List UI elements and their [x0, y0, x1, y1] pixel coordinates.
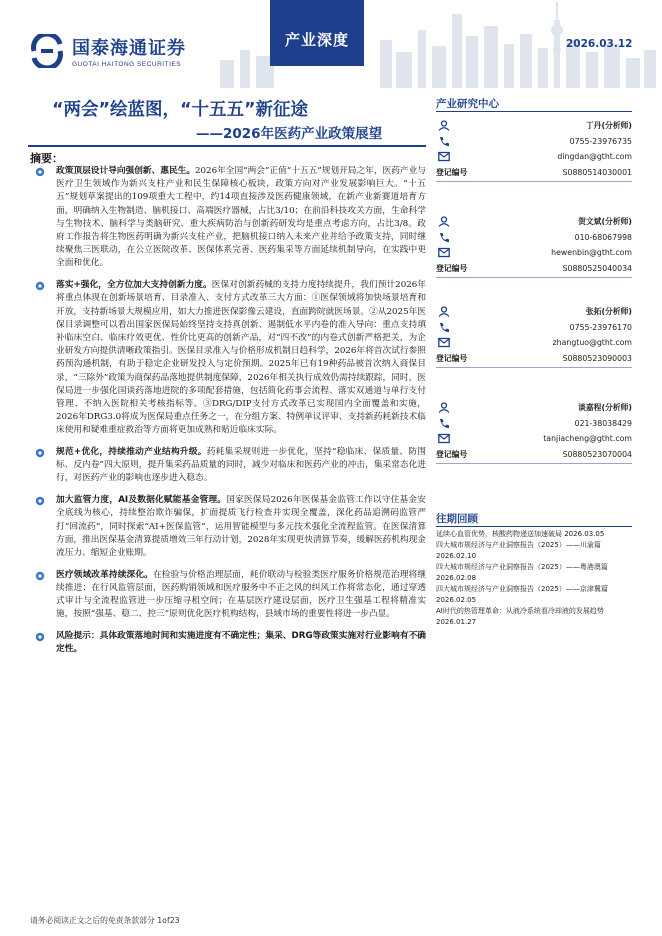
past-reviews-title: 往期回顾: [436, 513, 478, 525]
registration-label: 登记编号: [436, 353, 468, 363]
page-footer: 请务必阅读正文之后的免责条款部分 1of23: [30, 916, 180, 925]
past-reviews-list: [436, 529, 632, 628]
analyst-email[interactable]: hewenbin@gtht.com: [551, 248, 632, 257]
abstract-paragraph: [34, 165, 426, 271]
past-review-item[interactable]: 四大城市规经济与产业洞察报告（2025）——京津冀篇 2026.02.05: [436, 585, 608, 604]
past-review-item[interactable]: 四大城市规经济与产业洞察报告（2025）——粤港澳篇 2026.02.08: [436, 563, 608, 582]
report-category-banner: [270, 0, 364, 66]
analyst-divider: [436, 277, 632, 278]
paragraph-text: 2026年全国“两会”正值“十五五”规划开局之年，医药产业与医疗卫生领域作为新兴支柱产业和民生保障核心板块，政策方向对产业发展影响巨大。“十五五”规划草案提出的109项重大工程中，约14项直接涉及医药健康领域，在新产业新赛道培育方面，明确纳入生物制造、脑机接口、高端医疗器械，占比3/10；在前沿科技攻关方面，生命科学与生物技术、脑科学与类脑研究、重大疾病防治与创新药研发均是重点考虑方向，占比3/8。政府工作报告将生物医药明确为新兴支柱产业，把脑机接口纳入未来产业并给予政策支持，同时继续聚焦三医联动，在公立医院改革、医保体系完善、医药集采等方面延续机制导向，在实践中更全面和优化。: [56, 166, 426, 269]
analyst-name: 丁丹(分析师): [585, 121, 632, 130]
report-title: “两会”绘蓝图，“十五五”新征途: [52, 100, 309, 120]
analyst-name: 谈嘉程(分析师): [578, 403, 632, 412]
paragraph-lead: 落实+强化，全方位加大支持创新力度。: [56, 280, 212, 291]
analyst-card: [436, 118, 632, 182]
analyst-divider: [436, 463, 632, 464]
registration-label: 登记编号: [436, 167, 468, 177]
risk-warning: [34, 630, 426, 656]
analyst-phone: 0755-23976170: [569, 322, 632, 332]
analyst-name: 张拓(分析师): [585, 307, 632, 316]
title-divider: [28, 145, 426, 147]
reviews-divider: [436, 526, 632, 527]
person-icon: [438, 216, 450, 227]
bullet-icon: [35, 281, 45, 291]
phone-icon: [438, 136, 450, 147]
paragraph-text: 药耗集采规则进一步优化，坚持“稳临床、保质量、防围标、反内卷”四大原则，提升集采药品质量的同时，减少对临床和医药产业的冲击，集采常态化进行，对医药产业的影响也逐步进入稳态。: [56, 447, 426, 484]
paragraph-lead: 加大监管力度，AI及数据化赋能基金管理。: [56, 495, 227, 506]
analyst-email[interactable]: dingdan@gtht.com: [557, 152, 632, 161]
abstract-paragraph: [34, 279, 426, 437]
logo-mark-icon: [28, 34, 66, 68]
person-icon: [438, 306, 450, 317]
analyst-phone: 021-38038429: [574, 418, 632, 428]
analyst-phone: 010-68067998: [574, 232, 632, 242]
page-header: [0, 0, 662, 88]
paragraph-lead: 规范+优化，持续推动产业结构升级。: [56, 447, 207, 458]
sidebar-divider: [436, 111, 632, 112]
paragraph-lead: 政策顶层设计导向强创新、惠民生。: [56, 166, 195, 176]
email-icon: [438, 337, 450, 348]
abstract-paragraph: [34, 569, 426, 622]
abstract-paragraph: [34, 446, 426, 486]
company-logo: [28, 34, 186, 68]
analyst-email[interactable]: tanjiacheng@gtht.com: [543, 434, 632, 443]
phone-icon: [438, 418, 450, 429]
analyst-name: 贺文斌(分析师): [578, 217, 632, 226]
analyst-card: [436, 400, 632, 464]
analyst-card: [436, 214, 632, 278]
bullet-icon: [35, 496, 45, 506]
analyst-divider: [436, 181, 632, 182]
analyst-phone: 0755-23976735: [569, 136, 632, 146]
past-review-item[interactable]: 四大城市规经济与产业洞察报告（2025）——川渝篇 2026.02.10: [436, 541, 601, 560]
paragraph-text: 医保对创新药械的支持力度持续提升，我们预计2026年将重点体现在创新场景培育、目录准入、支付方式改革三大方面：①医保领域将加快场景培育和开放，支持新场景大规模应用，如大力推进医保影像云建设，直面跨院就医场景。②从2025年医保目录调整可以看出国家医保局始终坚持支持真创新、遏制低水平内卷的准入导向：重点支持填补临床空白、临床疗效更优、性价比更高的创新产品，对“四不改”的内卷式创新严格把关，为企业研发方向提供清晰政策指引。医保目录准入与价格形成机制日趋科学，2026年将首次试行参照药预沟通机制，有助于稳定企业研发投入与定价预期。2025年已有19种药品被首次纳入商保目录，“三除外”政策为商保药品落地提供制度保障，2026年相关执行成效仍需持续跟踪，同时，医保局进一步强化国谈药落地进院的多项配套措施，包括简化药事会流程、落实双通道与单行支付管理、不纳入医院相关考核指标等。③DRG/DIP支付方式改革已实现国内全面覆盖和实施，2026年DRG3.0将成为医保局重点任务之一，在分组方案、特例单议评审、支持新药耗新技术临床使用和疑难重症救治等方面将更加成熟和贴近临床实际。: [56, 280, 427, 436]
phone-icon: [438, 322, 450, 333]
past-review-item[interactable]: AI时代的热管理革命：从液冷系统看冷却液的发展趋势 2026.01.27: [436, 607, 604, 626]
abstract-label: 摘要：: [30, 152, 63, 165]
analyst-card: [436, 304, 632, 368]
report-date: 2026.03.12: [566, 38, 633, 50]
bullet-icon: [35, 571, 45, 581]
paragraph-text: 国家医保局2026年医保基金监管工作以守住基金安全底线为核心，持续整治欺诈骗保，扩面提质飞行检查并实现全覆盖，深化药品追溯码监管严打“回流药”，同时探索“AI+医保监管”，运用智能模型与多元技术强化全流程监管。在医保清算方面，推出医保基金清算提质增效三年行动计划，2028年实现更快清算节奏，缓解医药机构现金流压力、缩短企业账期。: [56, 495, 426, 558]
email-icon: [438, 247, 450, 258]
logo-name-cn: 国泰海通证券: [72, 38, 186, 59]
bullet-icon: [35, 167, 45, 177]
report-category: 产业深度: [284, 31, 349, 49]
abstract-paragraph: [34, 494, 426, 560]
research-center-title: 产业研究中心: [436, 98, 499, 110]
analyst-divider: [436, 367, 632, 368]
phone-icon: [438, 232, 450, 243]
registration-number: S0880523090003: [562, 353, 632, 363]
registration-number: S0880523070004: [562, 449, 632, 459]
analyst-email[interactable]: zhangtuo@gtht.com: [552, 338, 632, 347]
paragraph-text: 在检验与价格治理层面，耗价联动与检验类医疗服务价格规范治理将继续推进；在行风监管层面，医药购销领域和医疗服务中不正之风的纠风工作将常态化，通过穿透式审计与全流程监管进一步压缩寻租空间；在基层医疗建设层面，医疗卫生强基工程将精准实施，按照“强基、稳二、控三”原则优化医疗机构结构，县域市场的重要性将进一步凸显。: [56, 569, 426, 620]
logo-name-en: GUOTAI HAITONG SECURITIES: [72, 61, 182, 68]
paragraph-lead: 医疗领域改革持续深化。: [56, 569, 153, 580]
email-icon: [438, 151, 450, 162]
registration-label: 登记编号: [436, 449, 468, 459]
bullet-icon: [35, 632, 45, 642]
risk-warning-text: 风险提示：具体政策落地时间和实施进度有不确定性；集采、DRG等政策实施对行业影响有不确定性。: [56, 631, 426, 655]
registration-number: S0880525040034: [562, 263, 632, 273]
person-icon: [438, 402, 450, 413]
bullet-icon: [35, 448, 45, 458]
report-subtitle: ——2026年医药产业政策展望: [196, 126, 383, 142]
registration-label: 登记编号: [436, 263, 468, 273]
email-icon: [438, 433, 450, 444]
person-icon: [438, 120, 450, 131]
past-review-item[interactable]: 延续心血管优势，核酸药物递送加速破局 2026.03.05: [436, 530, 605, 538]
registration-number: S0880514030001: [562, 167, 632, 177]
abstract-body: [34, 165, 426, 665]
